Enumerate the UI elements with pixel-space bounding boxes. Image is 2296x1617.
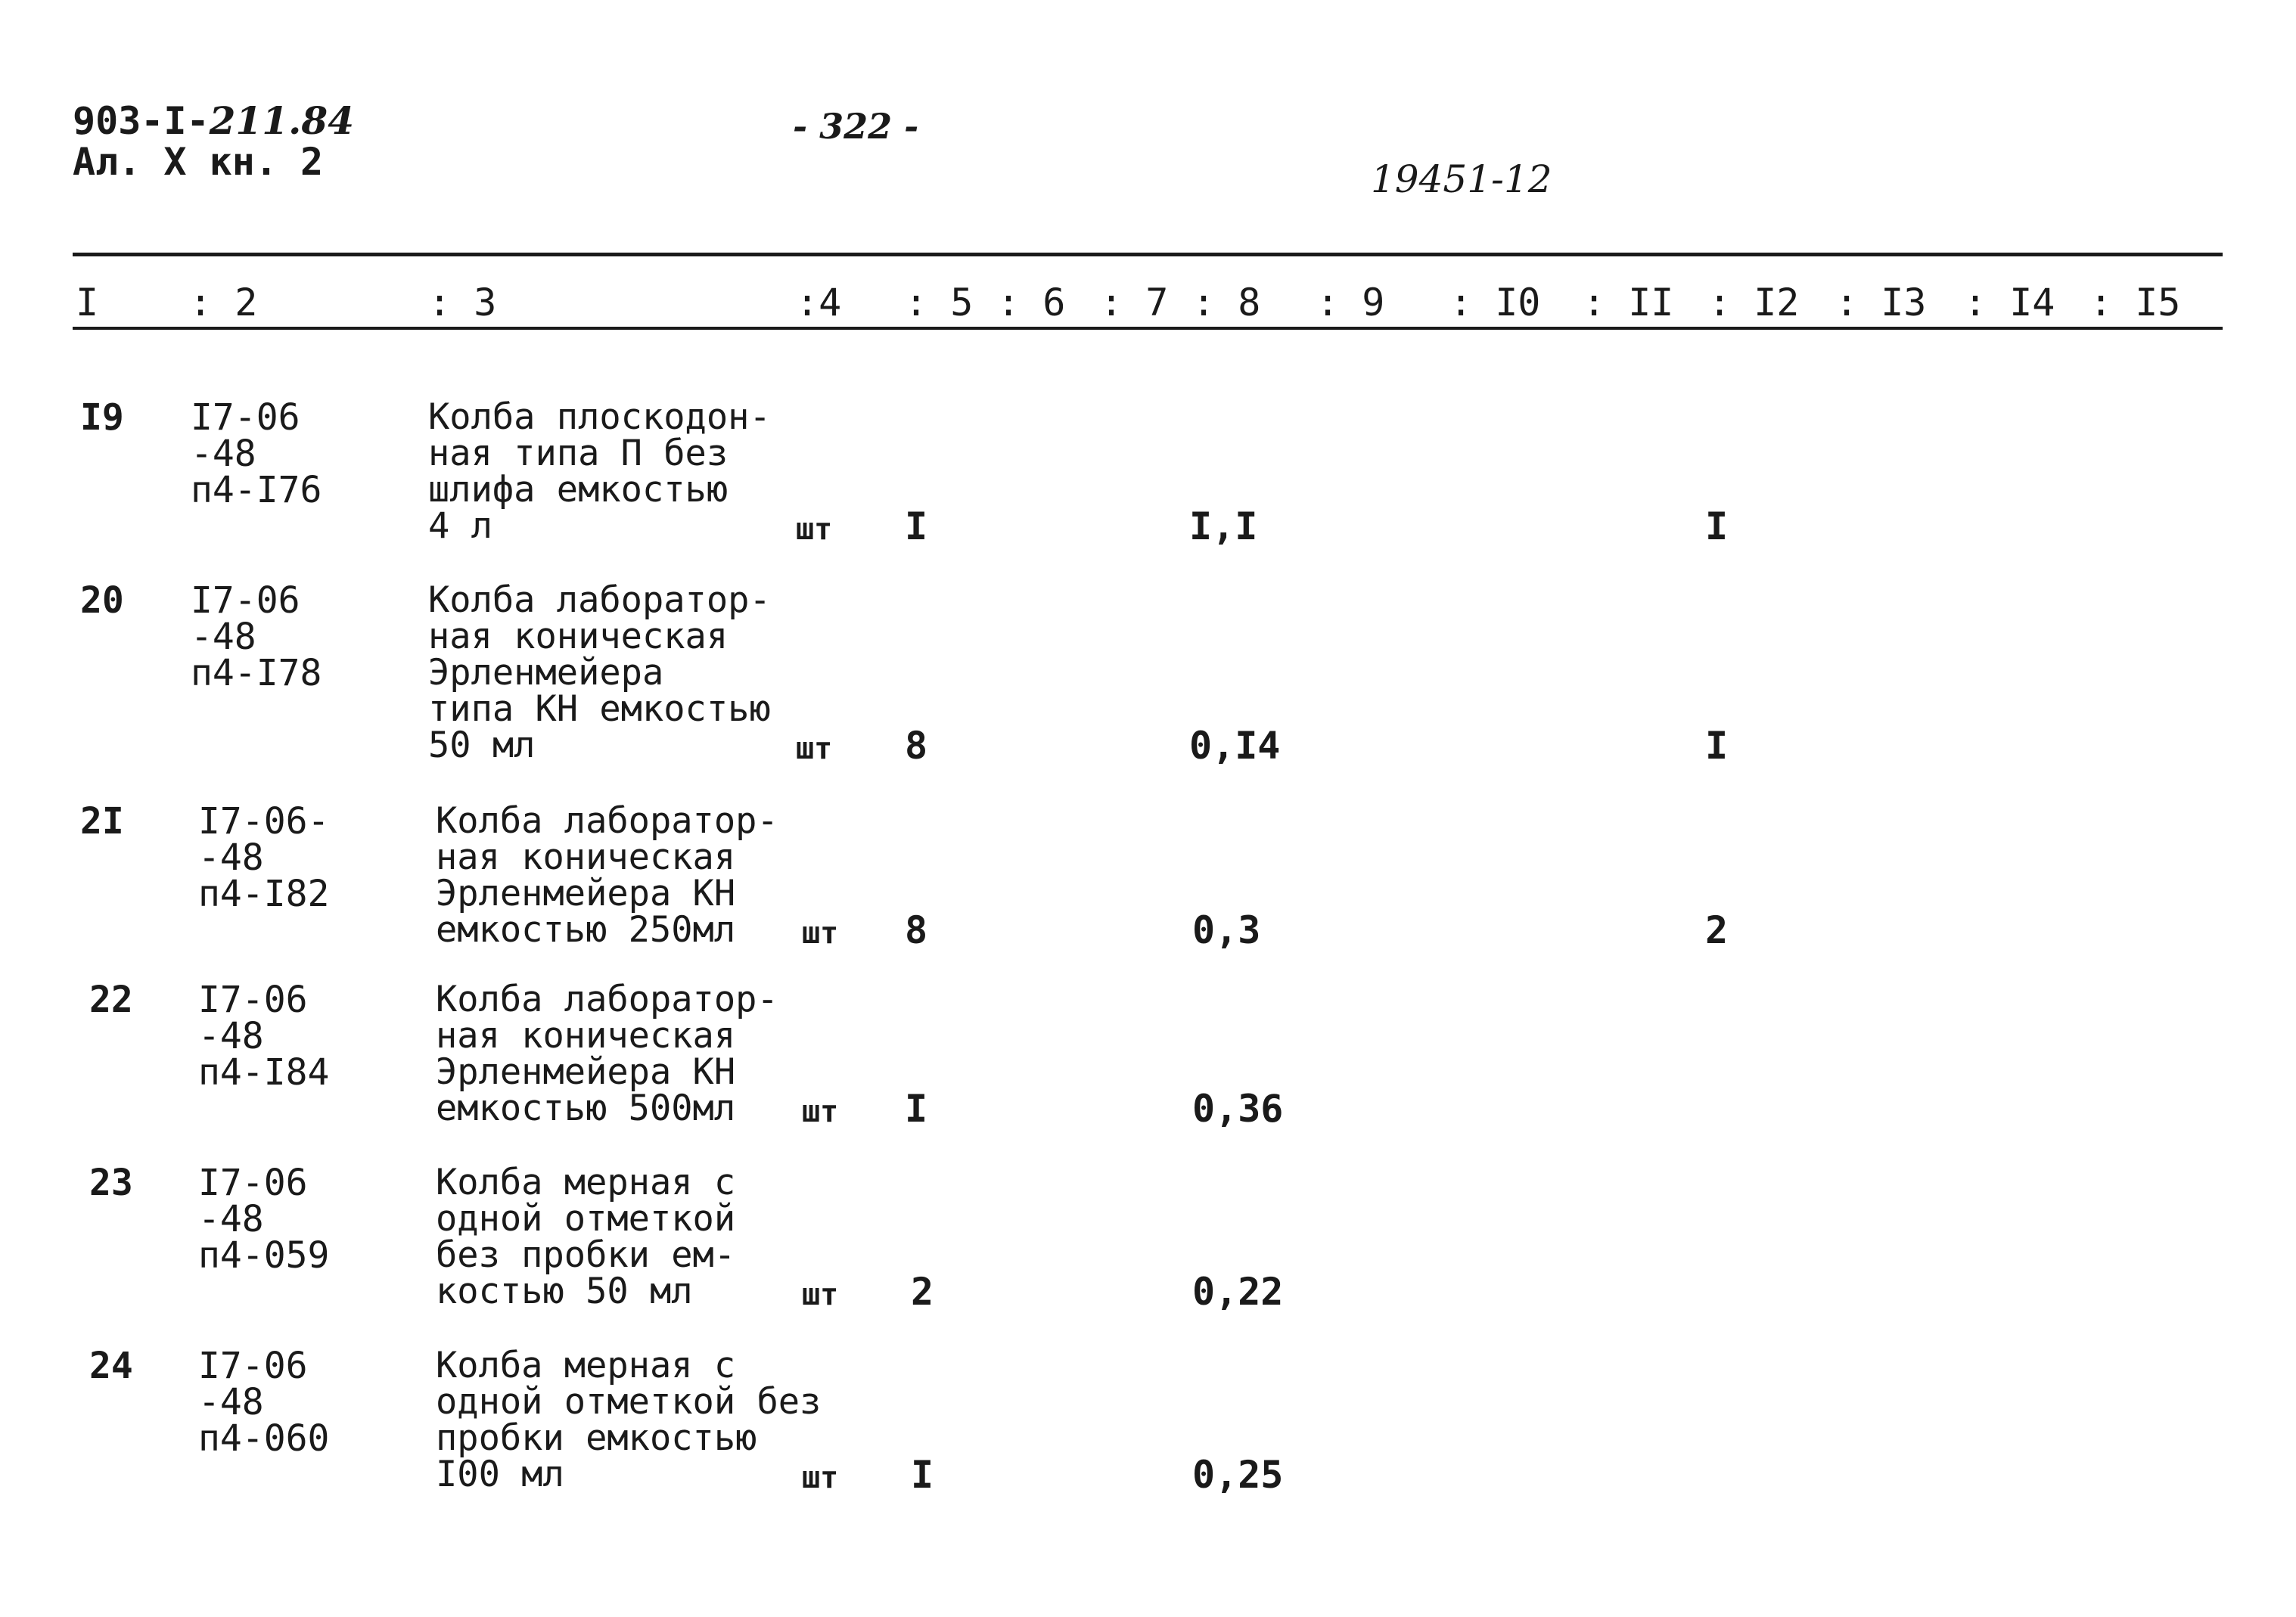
column-header-1: I <box>76 281 99 324</box>
unit-of-measure: шт <box>802 1460 839 1495</box>
item-description: Колба лаборатор- ная коническая Эрленмейера КН емкостью 500мл <box>436 979 778 1129</box>
row-number: 24 <box>89 1345 133 1387</box>
column-header-6: : 6 <box>997 281 1066 324</box>
item-description: Колба лаборатор- ная коническая Эрленмейера КН емкостью 250мл <box>436 800 778 951</box>
column-header-5: : 5 <box>905 281 974 324</box>
column-12-value: 2 <box>1705 908 1729 952</box>
column-12-value: I <box>1705 724 1729 768</box>
catalog-code: I7-06 -48 п4-I76 <box>191 396 322 511</box>
column-header-14: : I4 <box>1964 281 2055 324</box>
table-top-rule <box>73 253 2223 256</box>
table-header-rule <box>73 327 2223 330</box>
row-number: 23 <box>89 1162 133 1204</box>
document-code-handwritten: 211.84 <box>209 98 354 143</box>
page-number: - 322 - <box>793 106 919 147</box>
quantity: I <box>911 1453 934 1497</box>
column-header-13: : I3 <box>1835 281 1927 324</box>
column-header-12: : I2 <box>1708 281 1800 324</box>
unit-of-measure: шт <box>802 1094 839 1129</box>
unit-of-measure: шт <box>802 1277 839 1312</box>
quantity: I <box>905 504 928 548</box>
quantity: I <box>905 1087 928 1131</box>
column-header-2: : 2 <box>189 281 258 324</box>
document-reference: 19451-12 <box>1371 157 1552 201</box>
unit-of-measure: шт <box>802 916 839 951</box>
catalog-code: I7-06- -48 п4-I82 <box>198 800 330 915</box>
document-code <box>73 100 354 142</box>
column-header-9: : 9 <box>1316 281 1385 324</box>
quantity: 8 <box>905 724 928 768</box>
column-header-11: : II <box>1583 281 1674 324</box>
column-header-10: : I0 <box>1449 281 1541 324</box>
unit-value: 0,I4 <box>1189 724 1281 768</box>
column-header-7: : 7 <box>1100 281 1169 324</box>
quantity: 8 <box>905 908 928 952</box>
catalog-code: I7-06 -48 п4-I78 <box>191 579 322 694</box>
unit-of-measure: шт <box>796 731 833 766</box>
unit-value: I,I <box>1189 504 1258 548</box>
catalog-code: I7-06 -48 п4-I84 <box>198 979 330 1094</box>
column-header-3: : 3 <box>428 281 497 324</box>
row-number: 22 <box>89 979 133 1021</box>
catalog-code: I7-06 -48 п4-059 <box>198 1162 330 1277</box>
unit-value: 0,22 <box>1192 1270 1284 1314</box>
quantity: 2 <box>911 1270 934 1314</box>
column-12-value: I <box>1705 504 1729 548</box>
unit-of-measure: шт <box>796 512 833 547</box>
catalog-code: I7-06 -48 п4-060 <box>198 1345 330 1460</box>
album-book: Ал. X кн. 2 <box>73 140 324 184</box>
column-header-15: : I5 <box>2089 281 2181 324</box>
column-header-8: : 8 <box>1192 281 1261 324</box>
item-description: Колба мерная с одной отметкой без пробки емкостью I00 мл <box>436 1345 822 1495</box>
row-number: 20 <box>80 579 124 622</box>
unit-value: 0,3 <box>1192 908 1261 952</box>
item-description: Колба лаборатор- ная коническая Эрленмейера типа КН емкостью 50 мл <box>428 579 771 766</box>
document-code-prefix: 903-I- <box>73 99 210 143</box>
item-description: Колба мерная с одной отметкой без пробки ем- костью 50 мл <box>436 1162 736 1312</box>
column-header-4: :4 <box>796 281 842 324</box>
item-description: Колба плоскодон- ная типа П без шлифа емкостью 4 л <box>428 396 771 547</box>
row-number: I9 <box>80 396 124 439</box>
unit-value: 0,36 <box>1192 1087 1284 1131</box>
row-number: 2I <box>80 800 124 843</box>
unit-value: 0,25 <box>1192 1453 1284 1497</box>
